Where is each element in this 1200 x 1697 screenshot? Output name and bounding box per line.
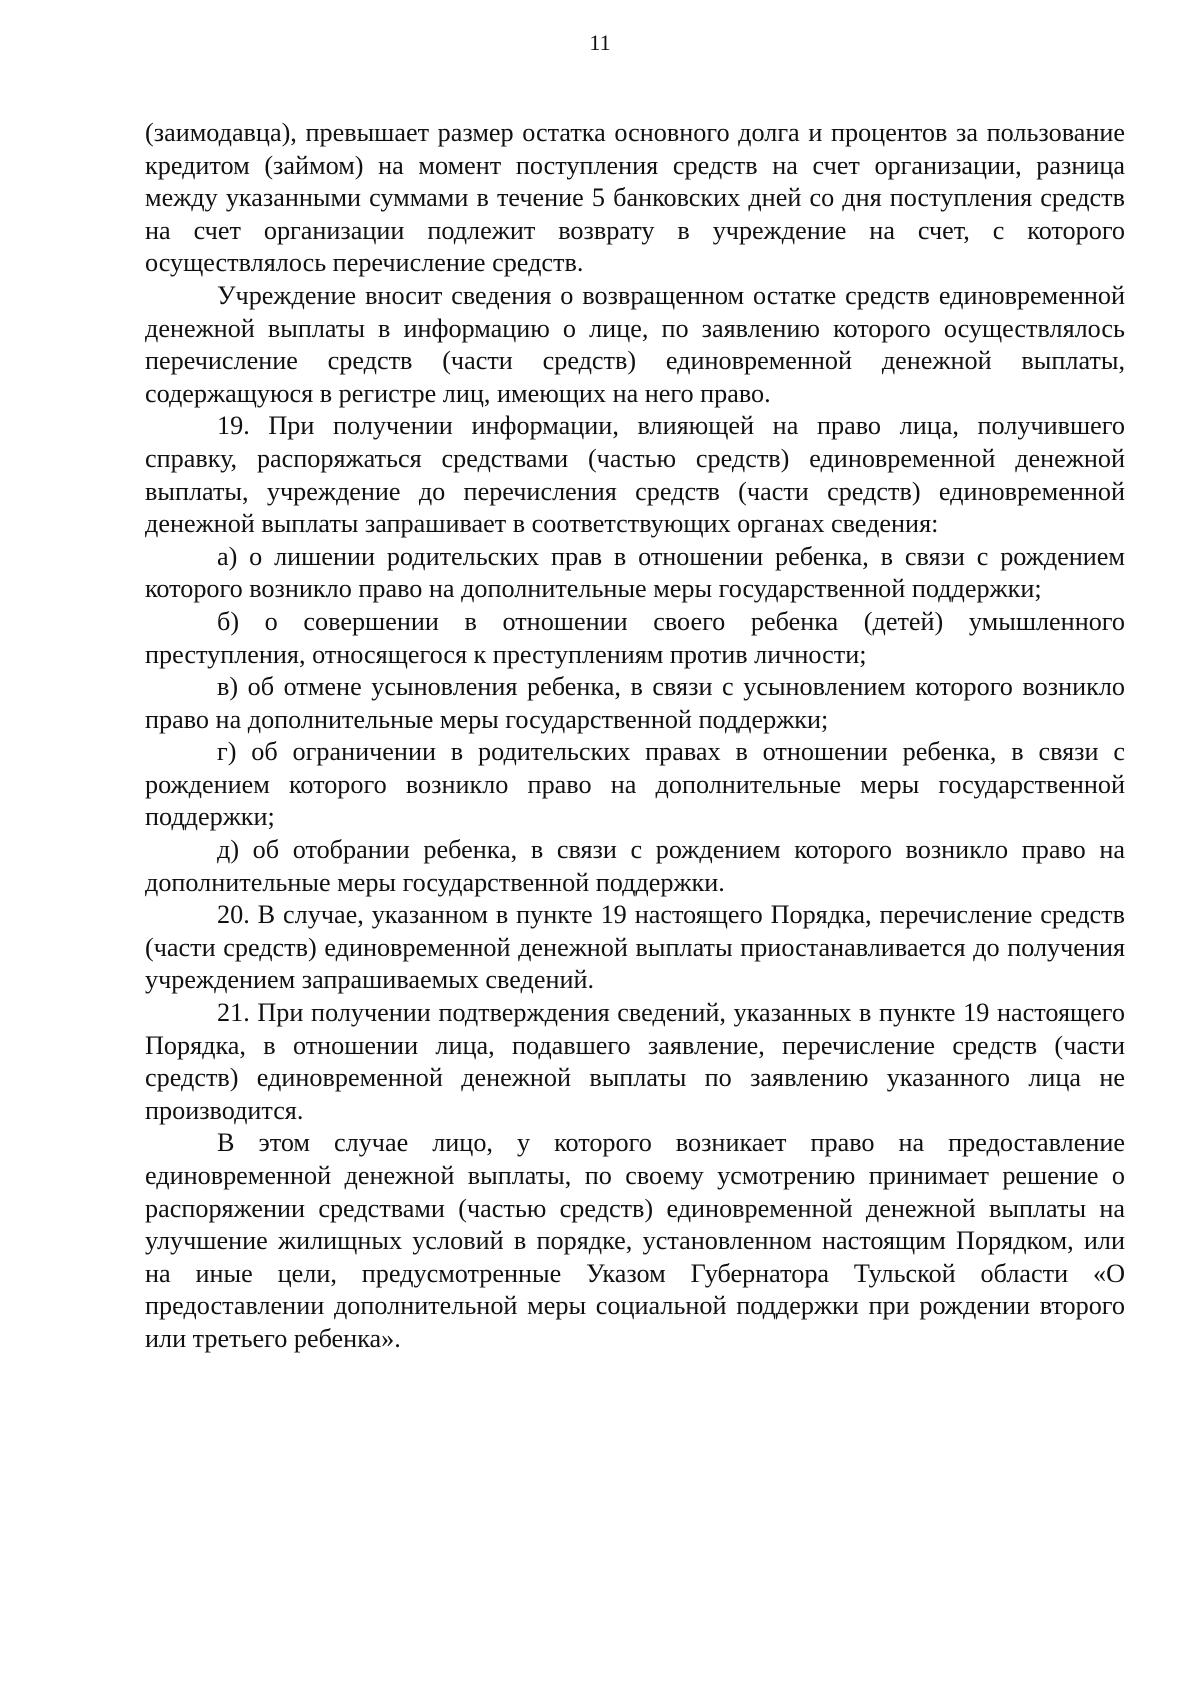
- paragraph-item-19-b: б) о совершении в отношении своего ребенка (детей) умышленного преступления, относящегося к преступлениям против личности;: [145, 606, 1125, 669]
- paragraph-continuation: (заимодавца), превышает размер остатка основного долга и процентов за пользование кредитом (займом) на момент поступления средств на счет организации, разница между указанными суммами в течение 5 банковских дней со дня поступления средств на счет организации подлежит возврату в учреждение на счет, с которого осуществлялось перечисление средств.: [145, 118, 1125, 278]
- paragraph-item-19-g: г) об ограничении в родительских правах в отношении ребенка, в связи с рождением которого возникло право на дополнительные меры государственной поддержки;: [145, 737, 1125, 832]
- paragraph-institution-info: Учреждение вносит сведения о возвращенном остатке средств единовременной денежной выплаты в информацию о лице, по заявлению которого осуществлялось перечисление средств (части средств) единовременной денежной выплаты, содержащуюся в регистре лиц, имеющих на него право.: [145, 280, 1125, 408]
- paragraph-item-19-v: в) об отмене усыновления ребенка, в связи с усыновлением которого возникло право на дополнительные меры государственной поддержки;: [145, 672, 1125, 734]
- paragraph-item-20: 20. В случае, указанном в пункте 19 настоящего Порядка, перечисление средств (части средств) единовременной денежной выплаты приостанавливается до получения учреждением запрашиваемых сведений.: [145, 900, 1125, 995]
- document-body: [145, 117, 1125, 1356]
- paragraph-item-21: 21. При получении подтверждения сведений, указанных в пункте 19 настоящего Порядка, в отношении лица, подавшего заявление, перечисление средств (части средств) единовременной денежной выплаты по заявлению указанного лица не производится.: [145, 998, 1125, 1125]
- paragraph-item-19-d: д) об отобрании ребенка, в связи с рождением которого возникло право на дополнительные меры государственной поддержки.: [145, 835, 1125, 897]
- paragraph-item-21-decision: В этом случае лицо, у которого возникает право на предоставление единовременной денежной выплаты, по своему усмотрению принимает решение о распоряжении средствами (частью средств) единовременной денежной выплаты на улучшение жилищных условий в порядке, установленном настоящим Порядком, или на иные цели, предусмотренные Указом Губернатора Тульской области «О предоставлении дополнительной меры социальной поддержки при рождении второго или третьего ребенка».: [145, 1128, 1125, 1353]
- page-number: 11: [589, 30, 611, 55]
- paragraph-item-19: 19. При получении информации, влияющей на право лица, получившего справку, распоряжаться средствами (частью средств) единовременной денежной выплаты, учреждение до перечисления средств (части средств) единовременной денежной выплаты запрашивает в соответствующих органах сведения:: [145, 411, 1125, 539]
- paragraph-item-19-a: а) о лишении родительских прав в отношении ребенка, в связи с рождением которого возникло право на дополнительные меры государственной поддержки;: [145, 541, 1125, 604]
